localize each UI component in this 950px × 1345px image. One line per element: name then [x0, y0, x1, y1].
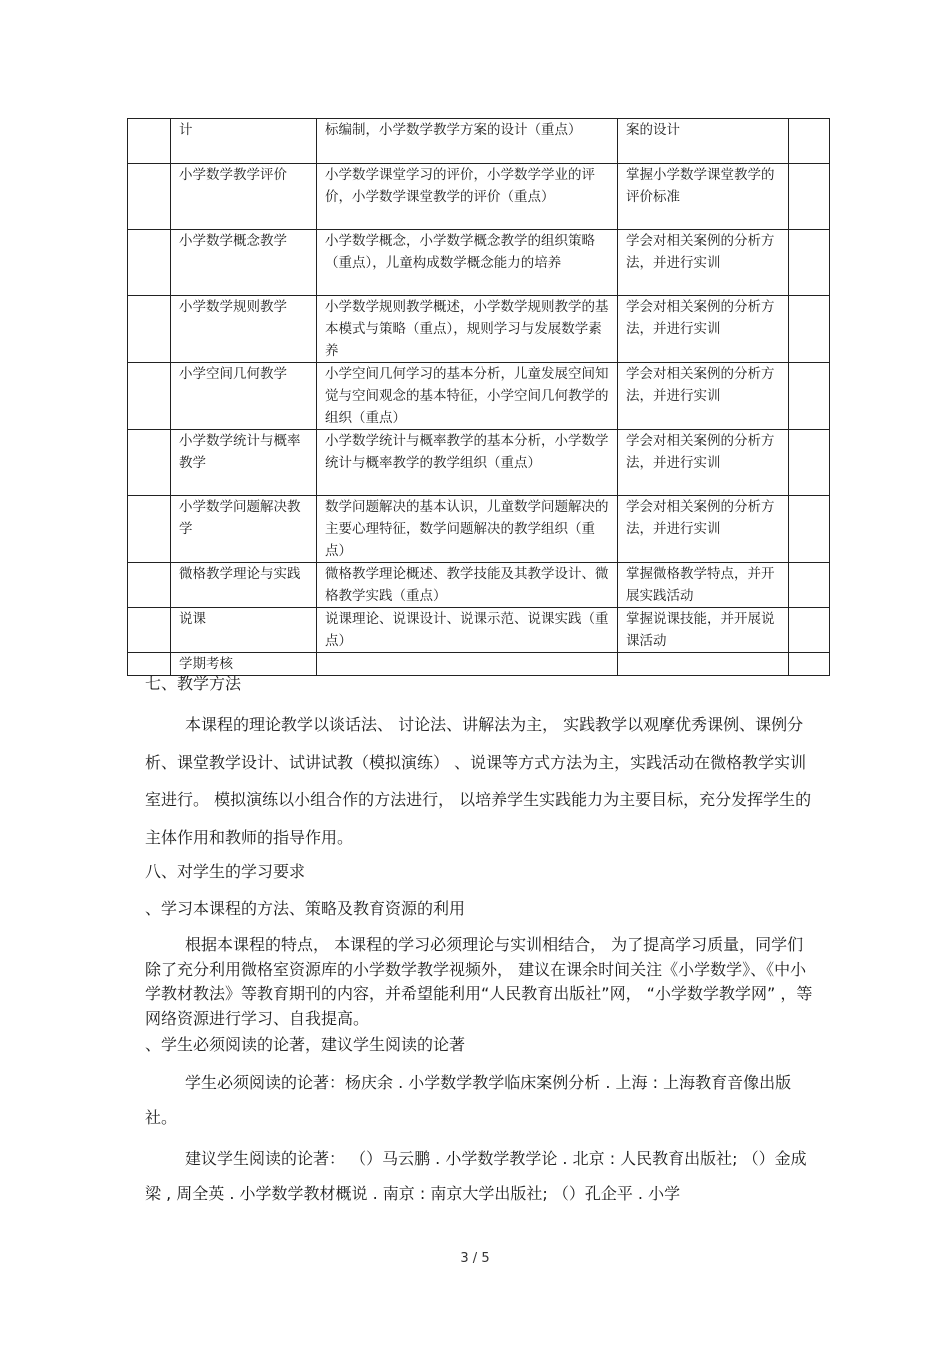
content-cell: 微格教学理论概述、教学技能及其教学设计、微格教学实践（重点） — [317, 563, 618, 608]
required-reading-paragraph: 学生必须阅读的论著：杨庆余 . 小学数学教学临床案例分析 . 上海 : 上海教育音像出版社。 — [145, 1073, 792, 1127]
blank-cell — [128, 230, 171, 296]
course-content-table — [127, 118, 830, 676]
topic-cell: 小学数学问题解决教学 — [171, 496, 317, 563]
goal-cell: 学会对相关案例的分析方法，并进行实训 — [618, 296, 789, 363]
blank-cell — [789, 230, 830, 296]
table-row — [128, 608, 830, 653]
topic-cell: 小学数学统计与概率教学 — [171, 430, 317, 496]
topic-cell: 小学数学概念教学 — [171, 230, 317, 296]
blank-cell — [128, 164, 171, 230]
goal-cell: 学会对相关案例的分析方法，并进行实训 — [618, 363, 789, 430]
goal-cell: 案的设计 — [618, 119, 789, 164]
blank-cell — [789, 430, 830, 496]
topic-cell: 小学空间几何教学 — [171, 363, 317, 430]
teaching-method-paragraph: 本课程的理论教学以谈话法、 讨论法、讲解法为主， 实践教学以观摩优秀课例、课例分析、课堂教学设计、试讲试教（模拟演练） 、说课等方式方法为主，实践活动在微格教学实训室进行。 模拟演练以小组合作的方法进行， 以培养学生实践能力为主要目标，充分发挥学生的主体作用和教师的指导作用。 — [145, 715, 812, 847]
blank-cell — [789, 119, 830, 164]
table-row — [128, 363, 830, 430]
goal-cell: 学会对相关案例的分析方法，并进行实训 — [618, 496, 789, 563]
reading-list-subheading: 、学生必须阅读的论著，建议学生阅读的论著 — [145, 1035, 466, 1054]
table-row — [128, 119, 830, 164]
topic-cell: 小学数学规则教学 — [171, 296, 317, 363]
blank-cell — [128, 608, 171, 653]
topic-cell: 学期考核 — [171, 653, 317, 676]
blank-cell — [789, 563, 830, 608]
content-cell: 小学数学课堂学习的评价，小学数学学业的评价，小学数学课堂教学的评价（重点） — [317, 164, 618, 230]
blank-cell — [789, 363, 830, 430]
table-row — [128, 230, 830, 296]
section-7-heading: 七、教学方法 — [145, 674, 242, 693]
blank-cell — [789, 608, 830, 653]
content-cell: 说课理论、说课设计、说课示范、说课实践（重点） — [317, 608, 618, 653]
content-cell — [317, 653, 618, 676]
blank-cell — [128, 296, 171, 363]
goal-cell — [618, 653, 789, 676]
goal-cell: 学会对相关案例的分析方法，并进行实训 — [618, 430, 789, 496]
blank-cell — [789, 496, 830, 563]
blank-cell — [789, 296, 830, 363]
learning-methods-paragraph: 根据本课程的特点， 本课程的学习必须理论与实训相结合， 为了提高学习质量，同学们除了充分利用微格室资源库的小学数学教学视频外， 建议在课余时间关注《小学数学》、《中小学教材教法》等教育期刊的内容，并希望能利用“人民教育出版社”网， “小学数学教学网” ，等网络资源进行学习、自我提高。 — [145, 935, 813, 1028]
goal-cell: 掌握小学数学课堂教学的评价标准 — [618, 164, 789, 230]
blank-cell — [128, 496, 171, 563]
table-row — [128, 496, 830, 563]
suggested-reading-paragraph: 建议学生阅读的论著： （）马云鹏 . 小学数学教学论 . 北京 : 人民教育出版社; （）金成梁 , 周全英 . 小学数学教材概说 . 南京 : 南京大学出版社; （）孔企平 . 小学 — [145, 1149, 807, 1203]
blank-cell — [789, 653, 830, 676]
blank-cell — [128, 563, 171, 608]
content-cell: 数学问题解决的基本认识，儿童数学问题解决的主要心理特征，数学问题解决的教学组织（重点） — [317, 496, 618, 563]
topic-cell: 小学数学教学评价 — [171, 164, 317, 230]
content-cell: 小学空间几何学习的基本分析，儿童发展空间知觉与空间观念的基本特征，小学空间几何教学的组织（重点） — [317, 363, 618, 430]
table-row — [128, 563, 830, 608]
goal-cell: 掌握说课技能，并开展说课活动 — [618, 608, 789, 653]
goal-cell: 掌握微格教学特点，并开展实践活动 — [618, 563, 789, 608]
blank-cell — [128, 363, 171, 430]
page-number: 3 / 5 — [460, 1251, 490, 1266]
content-cell: 小学数学统计与概率教学的基本分析，小学数学统计与概率教学的教学组织（重点） — [317, 430, 618, 496]
goal-cell: 学会对相关案例的分析方法，并进行实训 — [618, 230, 789, 296]
table-row — [128, 164, 830, 230]
blank-cell — [789, 164, 830, 230]
content-cell: 标编制，小学数学教学方案的设计（重点） — [317, 119, 618, 164]
content-cell: 小学数学规则教学概述，小学数学规则教学的基本模式与策略（重点），规则学习与发展数学素养 — [317, 296, 618, 363]
topic-cell: 微格教学理论与实践 — [171, 563, 317, 608]
topic-cell: 说课 — [171, 608, 317, 653]
blank-cell — [128, 430, 171, 496]
table-row — [128, 296, 830, 363]
section-8-heading: 八、对学生的学习要求 — [145, 862, 306, 881]
topic-cell: 计 — [171, 119, 317, 164]
content-cell: 小学数学概念，小学数学概念教学的组织策略（重点），儿童构成数学概念能力的培养 — [317, 230, 618, 296]
table-row — [128, 430, 830, 496]
learning-methods-subheading: 、学习本课程的方法、策略及教育资源的利用 — [145, 899, 466, 918]
blank-cell — [128, 119, 171, 164]
